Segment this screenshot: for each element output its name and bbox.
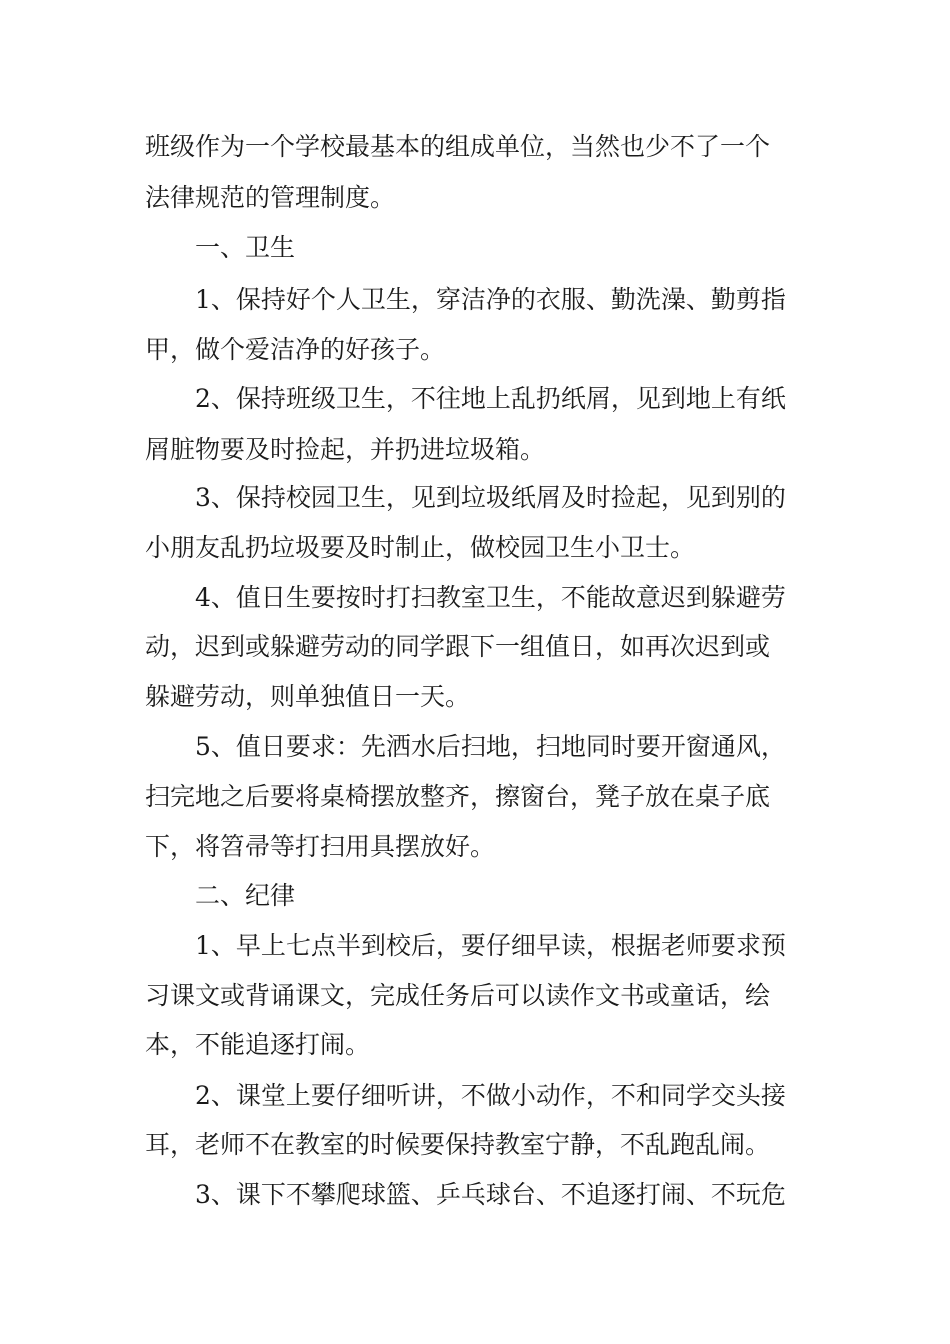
text-line: 3、课下不攀爬球篮、乒乓球台、不追逐打闹、不玩危 (195, 1180, 786, 1209)
text-line: 扫完地之后要将桌椅摆放整齐，擦窗台，凳子放在桌子底 (145, 782, 771, 811)
text-line: 1、早上七点半到校后，要仔细早读，根据老师要求预 (195, 931, 786, 960)
section-heading: 二、纪律 (195, 881, 296, 910)
text-line: 2、课堂上要仔细听讲，不做小动作，不和同学交头接 (195, 1081, 786, 1110)
text-line: 习课文或背诵课文，完成任务后可以读作文书或童话，绘 (145, 981, 771, 1010)
text-line: 躲避劳动，则单独值日一天。 (145, 682, 471, 711)
text-line: 本，不能追逐打闹。 (145, 1030, 371, 1059)
section-heading: 一、卫生 (195, 233, 296, 262)
text-line: 小朋友乱扔垃圾要及时制止，做校园卫生小卫士。 (145, 533, 696, 562)
text-line: 5、值日要求：先洒水后扫地，扫地同时要开窗通风， (195, 732, 786, 761)
text-line: 下，将笤帚等打扫用具摆放好。 (145, 832, 496, 861)
text-line: 甲，做个爱洁净的好孩子。 (145, 335, 446, 364)
text-line: 法律规范的管理制度。 (145, 183, 396, 212)
text-line: 耳，老师不在教室的时候要保持教室宁静，不乱跑乱闹。 (145, 1130, 771, 1159)
text-line: 1、保持好个人卫生，穿洁净的衣服、勤洗澡、勤剪指 (195, 285, 786, 314)
text-line: 屑脏物要及时捡起，并扔进垃圾箱。 (145, 435, 546, 464)
text-line: 班级作为一个学校最基本的组成单位，当然也少不了一个 (145, 132, 771, 161)
text-line: 3、保持校园卫生，见到垃圾纸屑及时捡起，见到别的 (195, 483, 786, 512)
text-line: 4、值日生要按时打扫教室卫生，不能故意迟到躲避劳 (195, 583, 786, 612)
text-line: 2、保持班级卫生，不往地上乱扔纸屑，见到地上有纸 (195, 384, 786, 413)
text-line: 动，迟到或躲避劳动的同学跟下一组值日，如再次迟到或 (145, 632, 771, 661)
